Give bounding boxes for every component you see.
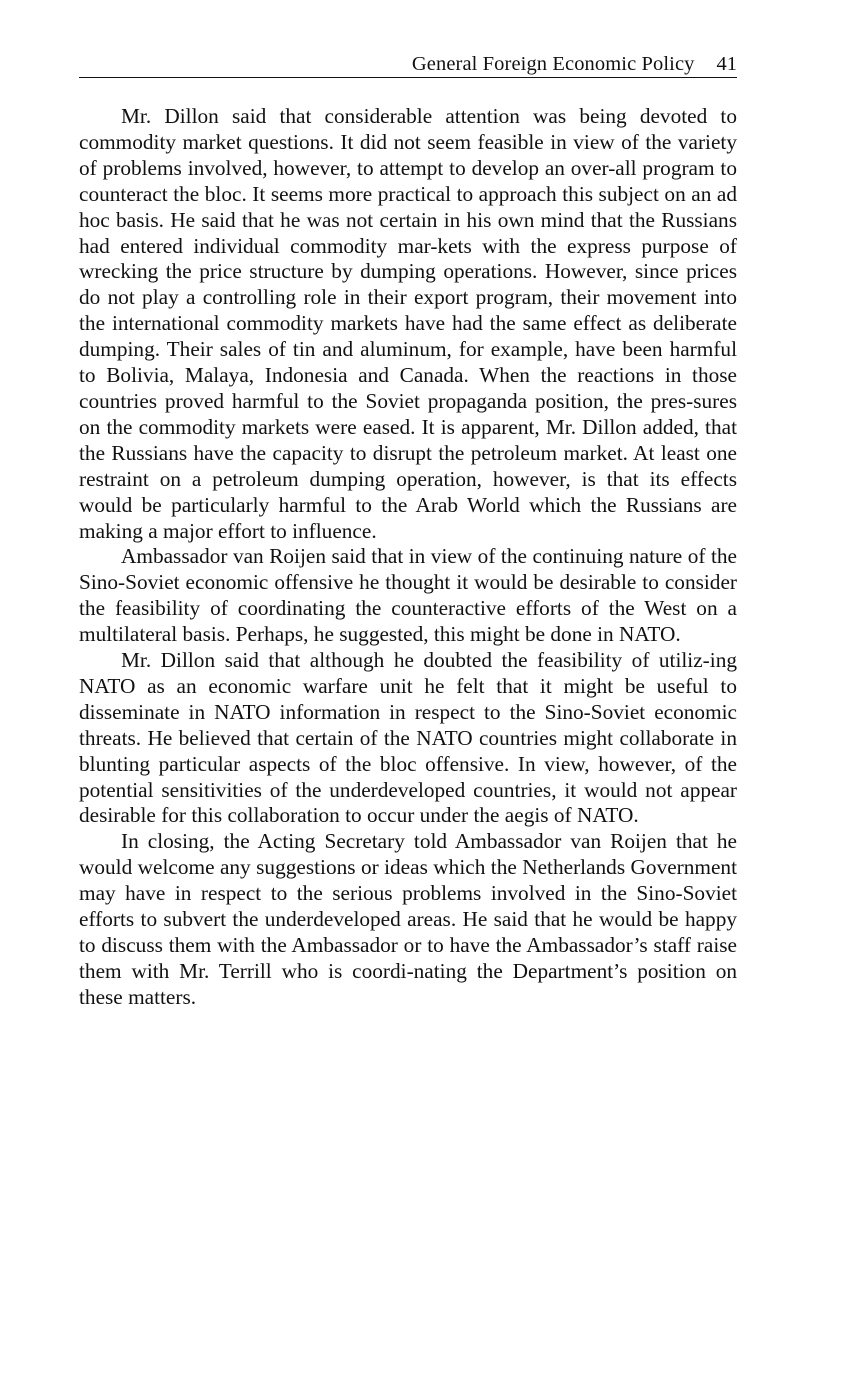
body-text: [79, 104, 737, 1011]
paragraph-dillon-commodity-markets: Mr. Dillon said that considerable attention was being devoted to commodity market questions. It did not seem feasible in view of the variety of problems involved, however, to attempt to develop an over-all program to counteract the bloc. It seems more practical to approach this subject on an ad hoc basis. He said that he was not certain in his own mind that the Russians had entered individual commodity mar-kets with the express purpose of wrecking the price structure by dumping operations. However, since prices do not play a controlling role in their export program, their movement into the international commodity markets have had the same effect as deliberate dumping. Their sales of tin and aluminum, for example, have been harmful to Bolivia, Malaya, Indonesia and Canada. When the reactions in those countries proved harmful to the Soviet propaganda position, the pres-sures on the commodity markets were eased. It is apparent, Mr. Dillon added, that the Russians have the capacity to disrupt the petroleum market. At least one restraint on a petroleum dumping operation, however, is that its effects would be particularly harmful to the Arab World which the Russians are making a major effort to influence.: [79, 104, 737, 543]
running-title: General Foreign Economic Policy: [411, 53, 695, 75]
paragraph-dillon-nato-response: Mr. Dillon said that although he doubted the feasibility of utiliz-ing NATO as an economic warfare unit he felt that it might be useful to disseminate in NATO information in respect to the Sino-Soviet economic threats. He believed that certain of the NATO countries might collaborate in blunting particular aspects of the bloc offensive. In view, however, of the potential sensitivities of the underdeveloped countries, it would not appear desirable for this collaboration to occur under the aegis of NATO.: [79, 648, 737, 828]
paragraph-van-roijen-nato-suggestion: Ambassador van Roijen said that in view of the continuing nature of the Sino-Soviet economic offensive he thought it would be desirable to consider the feasibility of coordinating the counteractive efforts of the West on a multilateral basis. Perhaps, he suggested, this might be done in NATO.: [79, 544, 737, 647]
page-number: 41: [716, 53, 737, 75]
paragraph-closing-remarks: In closing, the Acting Secretary told Ambassador van Roijen that he would welcome any suggestions or ideas which the Netherlands Government may have in respect to the serious problems involved in the Sino-Soviet efforts to subvert the underdeveloped areas. He said that he would be happy to discuss them with the Ambassador or to have the Ambassador’s staff raise them with Mr. Terrill who is coordi-nating the Department’s position on these matters.: [79, 829, 737, 1009]
page-header: [79, 50, 737, 78]
